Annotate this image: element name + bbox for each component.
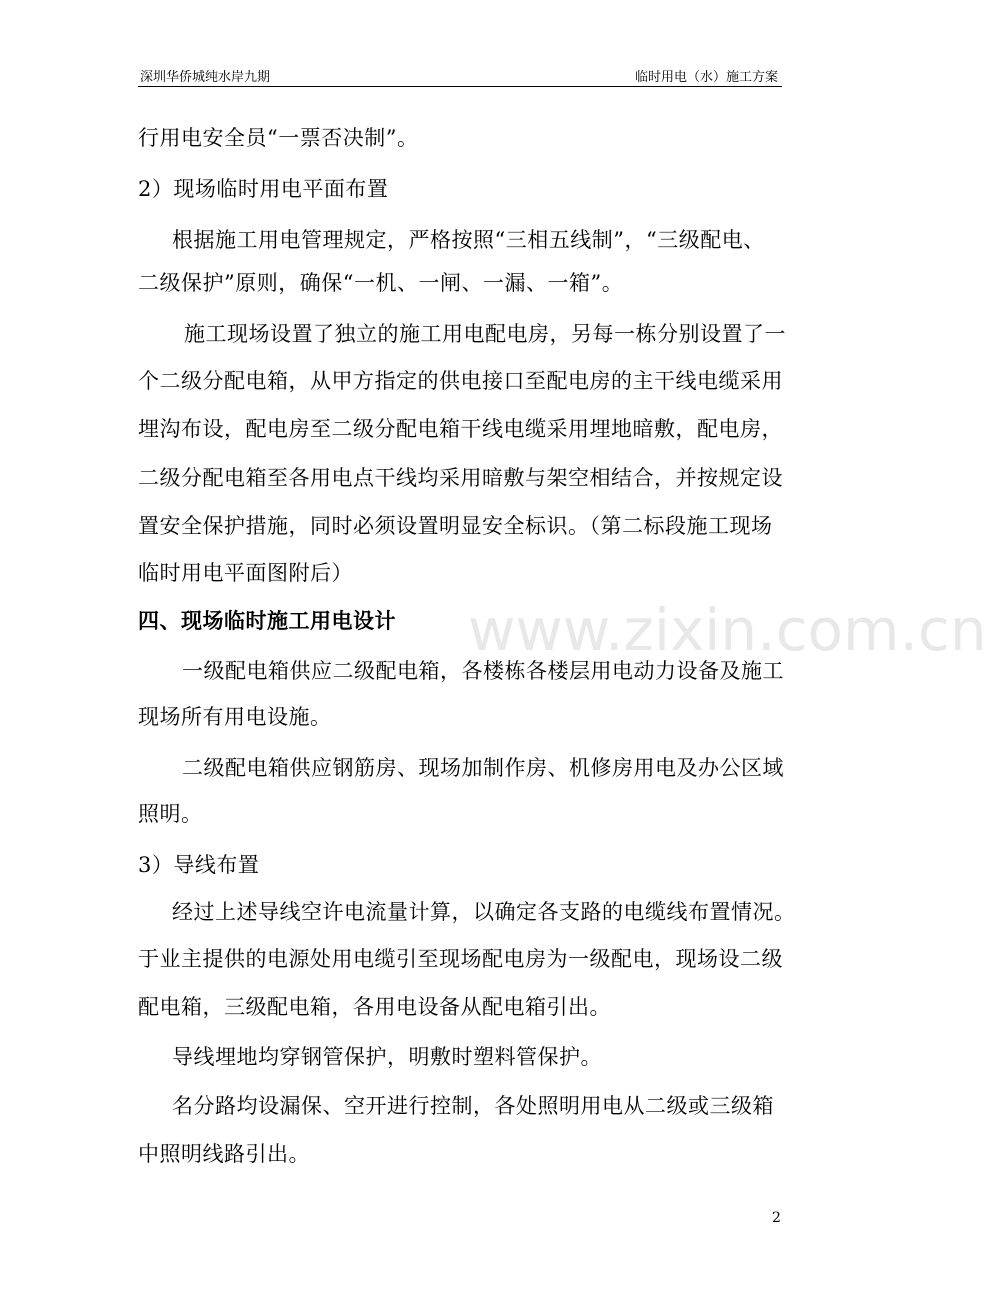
paragraph-line: 置安全保护措施，同时必须设置明显安全标识。（第二标段施工现场 <box>138 514 773 538</box>
paragraph-line: 一级配电箱供应二级配电箱，各楼栋各楼层用电动力设备及施工 <box>182 659 784 683</box>
chapter-heading: 四、现场临时施工用电设计 <box>138 608 396 633</box>
section-heading: 2）现场临时用电平面布置 <box>138 177 389 201</box>
header-project-name: 深圳华侨城纯水岸九期 <box>140 70 271 85</box>
page-header <box>138 64 782 87</box>
paragraph-line: 经过上述导线空许电流量计算，以确定各支路的电缆线布置情况。 <box>172 900 796 924</box>
paragraph-line: 临时用电平面图附后） <box>138 561 353 585</box>
page-number: 2 <box>772 1210 781 1226</box>
paragraph-line: 现场所有用电设施。 <box>138 705 332 729</box>
paragraph-line: 名分路均设漏保、空开进行控制，各处照明用电从二级或三级箱 <box>172 1094 774 1118</box>
header-document-title: 临时用电（水）施工方案 <box>634 70 778 85</box>
paragraph-line: 埋沟布设，配电房至二级分配电箱干线电缆采用埋地暗敷，配电房， <box>138 417 783 441</box>
paragraph-line: 行用电安全员“一票否决制”。 <box>138 126 419 150</box>
paragraph-line: 二级分配电箱至各用电点干线均采用暗敷与架空相结合，并按规定设 <box>138 466 783 490</box>
paragraph-line: 照明。 <box>138 802 203 826</box>
paragraph-line: 导线埋地均穿钢管保护，明敷时塑料管保护。 <box>172 1045 602 1069</box>
paragraph-line: 二级保护”原则，确保“一机、一闸、一漏、一箱”。 <box>138 271 624 295</box>
paragraph-line: 根据施工用电管理规定，严格按照“三相五线制”，“三级配电、 <box>172 228 765 252</box>
paragraph-line: 于业主提供的电源处用电缆引至现场配电房为一级配电，现场设二级 <box>138 947 783 971</box>
watermark: www.zixin.com.cn <box>468 596 987 664</box>
section-heading: 3）导线布置 <box>138 853 260 877</box>
paragraph-line: 中照明线路引出。 <box>138 1142 310 1166</box>
paragraph-line: 个二级分配电箱，从甲方指定的供电接口至配电房的主干线电缆采用 <box>138 369 783 393</box>
paragraph-line: 二级配电箱供应钢筋房、现场加制作房、机修房用电及办公区域 <box>182 756 784 780</box>
paragraph-line: 施工现场设置了独立的施工用电配电房，另每一栋分别设置了一 <box>184 322 786 346</box>
paragraph-line: 配电箱，三级配电箱，各用电设备从配电箱引出。 <box>138 995 611 1019</box>
